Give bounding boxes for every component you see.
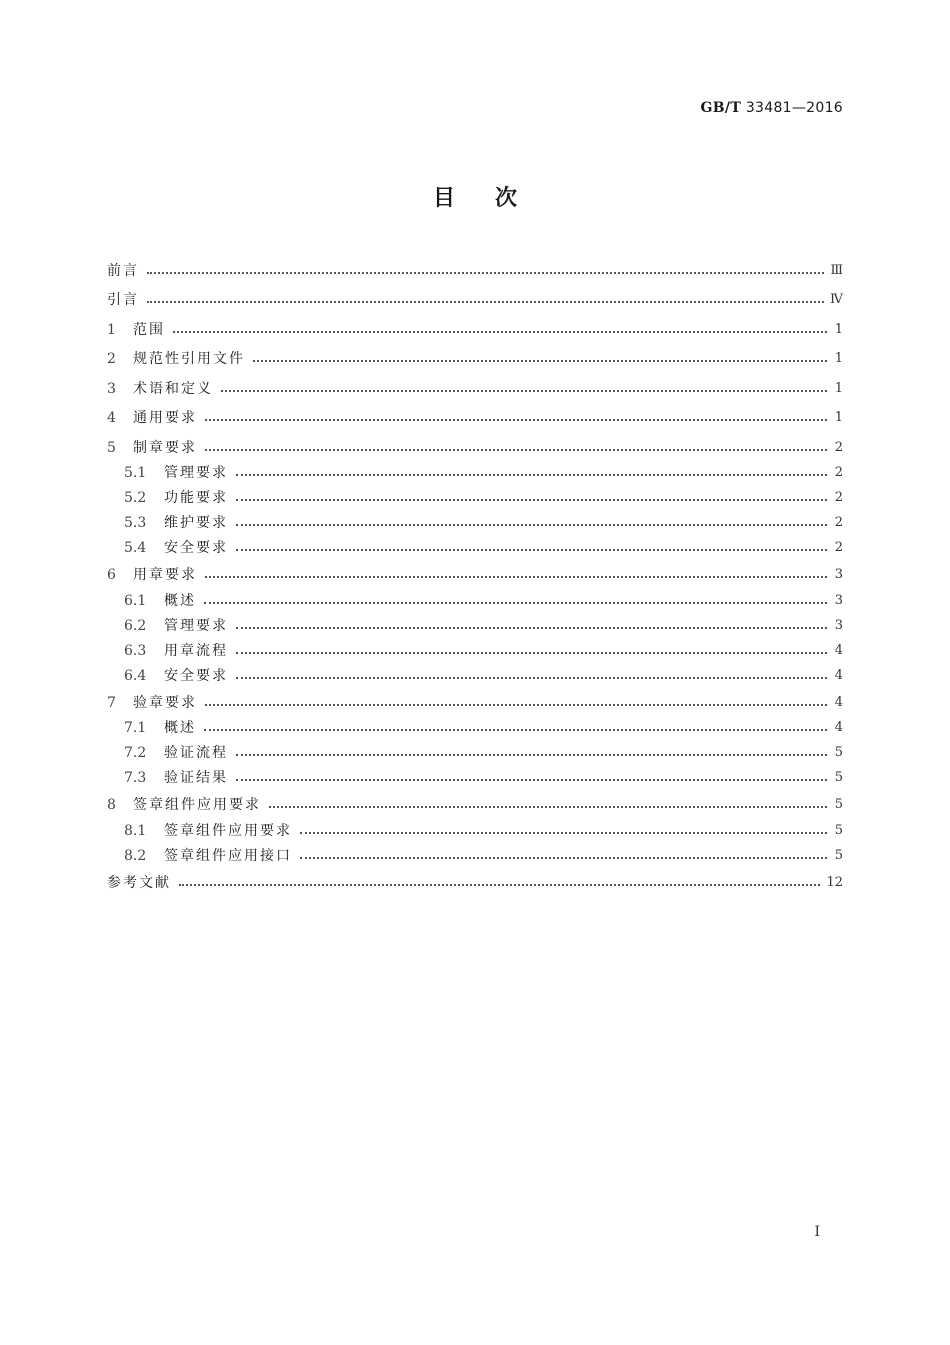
toc-entry-page: 4 — [834, 667, 843, 683]
toc-subentry[interactable] — [107, 716, 843, 741]
dot-leader — [147, 301, 824, 303]
toc-entry-page: 5 — [834, 745, 843, 760]
dot-leader — [236, 677, 827, 679]
toc-entry-page: 2 — [834, 540, 843, 555]
toc-entry-text: 管理要求 — [164, 617, 228, 634]
dot-leader — [236, 474, 827, 476]
toc-entry-page: 1 — [834, 380, 843, 396]
toc-entry[interactable] — [107, 791, 843, 821]
toc-entry-number: 4 — [107, 410, 116, 427]
toc-entry-text: 签章组件应用接口 — [164, 847, 292, 864]
toc-entry-number: 6.2 — [124, 617, 147, 634]
toc-entry-number: 2 — [107, 351, 116, 368]
toc-entry-page: Ⅲ — [830, 262, 843, 278]
toc-entry-text: 范围 — [133, 321, 165, 338]
toc-entry[interactable] — [107, 433, 843, 463]
dot-leader — [236, 549, 827, 551]
dot-leader — [236, 627, 827, 629]
toc-subentry[interactable] — [107, 461, 843, 486]
table-of-contents — [107, 256, 843, 898]
standard-code — [701, 100, 843, 116]
dot-leader — [236, 754, 827, 756]
toc-entry[interactable] — [107, 561, 843, 591]
toc-entry-text: 验章要求 — [133, 694, 197, 711]
toc-entry-page: 3 — [834, 617, 843, 633]
toc-entry-page: 3 — [834, 567, 843, 583]
toc-entry-text: 前言 — [107, 262, 139, 279]
toc-entry-page: 1 — [834, 321, 843, 337]
toc-entry-text: 引言 — [107, 292, 139, 309]
toc-entry-page: Ⅳ — [830, 292, 843, 308]
toc-entry-text: 管理要求 — [164, 465, 228, 481]
dot-leader — [300, 857, 827, 859]
toc-entry-number: 7 — [107, 694, 116, 711]
toc-entry-page: 1 — [834, 410, 843, 426]
toc-entry-number: 5 — [107, 439, 116, 456]
toc-entry-number: 7.2 — [124, 745, 147, 761]
toc-subentry[interactable] — [107, 663, 843, 688]
toc-entry-number: 7.3 — [124, 770, 147, 786]
toc-entry-number: 6.4 — [124, 667, 147, 684]
toc-entry-page: 2 — [834, 490, 843, 505]
dot-leader — [205, 704, 827, 706]
toc-entry-number: 5.1 — [124, 465, 147, 481]
dot-leader — [236, 652, 827, 654]
toc-entry-number: 5.2 — [124, 490, 147, 506]
toc-entry-text: 规范性引用文件 — [133, 351, 245, 368]
toc-entry-number: 6.3 — [124, 642, 147, 659]
toc-entry[interactable] — [107, 345, 843, 375]
toc-entry-text: 概述 — [164, 592, 196, 609]
dot-leader — [205, 419, 827, 421]
dot-leader — [236, 524, 827, 526]
dot-leader — [147, 272, 824, 274]
dot-leader — [204, 602, 827, 604]
dot-leader — [205, 576, 827, 578]
toc-subentry[interactable] — [107, 511, 843, 536]
toc-subentry[interactable] — [107, 486, 843, 511]
toc-entry[interactable] — [107, 315, 843, 345]
toc-entry-number: 7.1 — [124, 720, 147, 736]
toc-entry-number: 5.4 — [124, 540, 147, 556]
page-title: 目次 — [432, 186, 557, 211]
toc-entry-text: 签章组件应用要求 — [133, 797, 261, 814]
toc-entry-page: 4 — [834, 694, 843, 710]
toc-entry-number: 3 — [107, 380, 116, 397]
toc-entry-text: 安全要求 — [164, 540, 228, 556]
toc-entry-text: 验证结果 — [164, 770, 228, 786]
toc-entry-text: 术语和定义 — [133, 380, 213, 397]
dot-leader — [179, 884, 820, 886]
toc-subentry[interactable] — [107, 536, 843, 561]
toc-entry-text: 概述 — [164, 720, 196, 736]
standard-number: 33481—2016 — [745, 100, 843, 116]
dot-leader — [236, 499, 827, 501]
toc-entry-text: 验证流程 — [164, 745, 228, 761]
toc-entry-number: 8 — [107, 797, 116, 814]
toc-entry-number: 6.1 — [124, 592, 147, 609]
dot-leader — [236, 779, 827, 781]
dot-leader — [221, 390, 827, 392]
dot-leader — [253, 360, 827, 362]
dot-leader — [300, 832, 827, 834]
toc-subentry[interactable] — [107, 638, 843, 663]
toc-entry-text: 参考文献 — [107, 874, 171, 891]
toc-entry-page: 4 — [834, 642, 843, 658]
toc-entry-page: 2 — [834, 515, 843, 530]
toc-entry-number: 8.1 — [124, 822, 147, 839]
toc-entry-text: 功能要求 — [164, 490, 228, 506]
toc-entry-page: 12 — [826, 874, 843, 890]
dot-leader — [204, 729, 827, 731]
toc-entry[interactable] — [107, 688, 843, 718]
dot-leader — [205, 449, 827, 451]
toc-entry-page: 5 — [834, 770, 843, 785]
toc-subentry[interactable] — [107, 613, 843, 638]
toc-entry-page: 5 — [834, 822, 843, 838]
toc-subentry[interactable] — [107, 588, 843, 613]
toc-entry-page: 5 — [834, 797, 843, 813]
toc-entry[interactable] — [107, 404, 843, 434]
toc-entry[interactable] — [107, 256, 843, 286]
toc-entry-text: 维护要求 — [164, 515, 228, 531]
standard-prefix: GB/T — [700, 100, 742, 116]
toc-subentry[interactable] — [107, 818, 843, 843]
toc-subentry[interactable] — [107, 843, 843, 868]
toc-entry-text: 安全要求 — [164, 667, 228, 684]
toc-entry-number: 8.2 — [124, 847, 147, 864]
toc-entry-page: 5 — [834, 847, 843, 863]
toc-entry-text: 制章要求 — [133, 439, 197, 456]
toc-entry-number: 1 — [107, 321, 116, 338]
toc-entry[interactable] — [107, 868, 843, 898]
toc-entry-text: 用章要求 — [133, 567, 197, 584]
page-number: Ⅰ — [814, 1224, 820, 1240]
toc-entry[interactable] — [107, 374, 843, 404]
toc-entry-text: 签章组件应用要求 — [164, 822, 292, 839]
toc-entry-number: 6 — [107, 567, 116, 584]
dot-leader — [173, 331, 827, 333]
toc-subentry[interactable] — [107, 741, 843, 766]
toc-entry-text: 通用要求 — [133, 410, 197, 427]
dot-leader — [269, 806, 827, 808]
toc-entry-text: 用章流程 — [164, 642, 228, 659]
toc-entry-page: 3 — [834, 592, 843, 608]
toc-entry-number: 5.3 — [124, 515, 147, 531]
toc-entry-page: 2 — [834, 465, 843, 480]
toc-entry[interactable] — [107, 286, 843, 316]
toc-entry-page: 2 — [834, 439, 843, 455]
toc-subentry[interactable] — [107, 766, 843, 791]
toc-entry-page: 4 — [834, 720, 843, 735]
toc-entry-page: 1 — [834, 351, 843, 367]
